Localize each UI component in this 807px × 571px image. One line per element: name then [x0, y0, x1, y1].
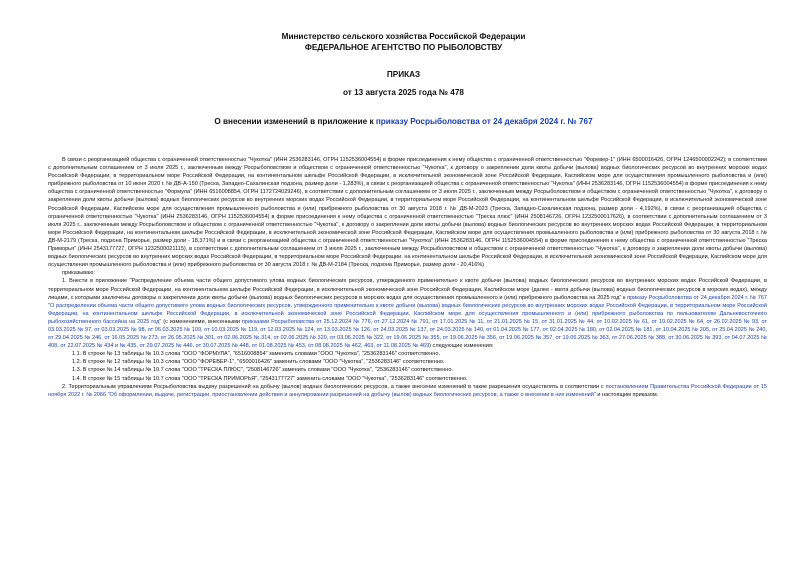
document-body	[48, 156, 767, 399]
document-type: ПРИКАЗ	[386, 70, 421, 79]
document-date: от 13 августа 2025 года № 478	[343, 88, 464, 97]
list-item: 1.4. В строке № 15 таблицы № 10.7 слова "ООО "ТРЕСКА ПРИМОРЬЯ", "2543177727" заменить словами "ООО "Чукотка", "2536283146" соответственно.	[72, 375, 468, 382]
list-item: 1.3. В строке № 14 таблицы № 10.7 слова "ООО "ТРЕСКА ПЛЮС", "2508146726" заменить словами "ООО "Чукотка", "2536283146" соответственно.	[72, 367, 453, 374]
paragraph-1-link[interactable]: приказу Росрыболовства от 24 декабря 2024 г. № 767 "О распределении объема части общего допустимого улова водных биологических ресурсов, утвержденного применительно к квоте добычи (вылова) водных биологических ресурсов во внутренних морских водах Российской Федерации, в территориальном море Российской Федерации, на континентальном шельфе Российской Федерации, в исключительной экономической зоне Российской Федерации, Каспийском море для осуществления промышленного и (или) прибрежного рыболовства по пользователям Дальневосточного рыбохозяйственного бассейна на 2025 год"	[48, 294, 767, 325]
paragraph-2	[48, 383, 767, 399]
paragraph-1-text-c: ) следующие изменения:	[429, 343, 494, 350]
paragraph-1-text-a: 1. Внести в приложение "Распределение объема части общего допустимого улова водных биологических ресурсов, утвержденного применительно к квоте добычи (вылова) водных биологических ресурсов во внутренних морских водах Российской Федерации, в территориальном море Российской Федерации, на континентальном шельфе Российской Федерации, в исключительной экономической зоне Российской Федерации, Каспийском море (далее - квота добычи (вылова) водных биологических ресурсов в морских водах), между лицами, с которыми заключены договоры о закреплении доли квоты добычи (вылова) водных биологических ресурсов в морских водах для осуществления промышленного и (или) прибрежного рыболовства на 2025 год" к	[48, 278, 767, 301]
issuer-block	[0, 32, 807, 53]
paragraph-1-amendments-link[interactable]: приказами Росрыболовства от 25.12.2024 № 776, от 27.12.2024 № 791, от 17.01.2025 № 11, от 21.01.2025 № 15, от 31.01.2025 № 44, от 10.02.2025 № 61, от 10.02.2025 № 64, от 26.02.2025 № 93, от 03.03.2025 № 97, от 03.03.2025 № 98, от 06.03.2025 № 109, от 10.03.2025 № 119, от 12.03.2025 № 124, от 13.03.2025 № 126, от 24.03.2025 № 137, от 24.03.2025 № 140, от 01.04.2025 № 177, от 02.04.2025 № 180, от 02.04.2025 № 181, от 10.04.2025 № 205, от 25.04.2025 № 240, от 29.04.2025 № 246, от 16.05.2025 № 273, от 26.05.2025 № 301, от 02.06.2025 № 314, от 02.06.2025 № 320, от 03.06.2025 № 322, от 19.06.2025 № 355, от 19.06.2025 № 356, от 19.06.2025 № 357, от 19.06.2025 № 363, от 27.06.2025 № 388, от 30.06.2025 № 393, от 04.07.2025 № 408, от 22.07.2025 № 434 и № 435, от 29.07.2025 № 446, от 30.07.2025 № 448, от 01.08.2025 № 453, от 08.08.2025 № 462, 463, от 11.08.2025 № 469	[48, 318, 767, 350]
paragraph-1-text-b: (с изменениями, внесенными	[161, 318, 242, 325]
title-link[interactable]: приказу Росрыболовства от 24 декабря 2024 г. № 767	[375, 117, 593, 126]
paragraph-1	[48, 277, 767, 350]
preamble-paragraph: В связи с реорганизацией общества с ограниченной ответственностью "Чукотка" (ИНН 2536283146, ОГРН 1152536004554) в форме присоединения к нему общества с ограниченной ответственностью "Форевер-1" (ИНН 6500016426, ОГРН 1246500002242); в соответствии с дополнительным соглашением от 3 июля 2025 г., заключенным между Росрыболовством и обществом с ограниченной ответственностью "Чукотка", к договору о закреплении доли квоты добычи (вылова) водных биологических ресурсов во внутренних морских водах Российской Федерации, в территориальном море Российской Федерации, на континентальном шельфе Российской Федерации, в исключительной экономической зоне Российской Федерации, Каспийском море для осуществления промышленного рыболовства и (или) прибрежного рыболовства от 10 июня 2020 г. № ДВ-А-150 (Треска, Западно-Сахалинская подзона, размер доли - 1,283%), в связи с реорганизацией общества с ограниченной ответственностью "Чукотка" (ИНН 2536283146, ОГРН 1152536004554) в форме присоединения к нему общества с ограниченной ответственностью "Формула" (ИНН 6516008854, ОГРН 1172724029246), в соответствии с дополнительным соглашением от 3 июля 2025 г., заключенным между Росрыболовством и обществом с ограниченной ответственностью "Чукотка", к договору о закреплении доли квоты добычи (вылова) водных биологических ресурсов во внутренних морских водах Российской Федерации, в территориальном море Российской Федерации, на континентальном шельфе Российской Федерации, в исключительной экономической зоне Российской Федерации, Каспийском море для осуществления промышленного рыболовства и (или) прибрежного рыболовства от 30 августа 2018 г. № ДВ-М-2023 (Треска, Западно-Сахалинская подзона, размер доли - 4,192%), в связи с реорганизацией общества с ограниченной ответственностью "Чукотка" (ИНН 2536283146, ОГРН 1152536004554) в форме присоединения к нему общества с ограниченной ответственностью "Треска плюс" (ИНН 2508146726, ОГРН 1232500017626), в соответствии с дополнительным соглашением от 3 июля 2025 г., заключенным между Росрыболовством и обществом с ограниченной ответственностью "Чукотка", к договору о закреплении доли квоты добычи (вылова) водных биологических ресурсов во внутренних морских водах Российской Федерации, в территориальном море Российской Федерации, на континентальном шельфе Российской Федерации, в исключительной экономической зоне Российской Федерации, Каспийском море для осуществления промышленного рыболовства и (или) прибрежного рыболовства от 30 августа 2018 г. № ДВ-М-2179 (Треска, подзона Приморье, размер доли - 18,371%) и в связи с реорганизацией общества с ограниченной ответственностью "Чукотка" (ИНН 2536283146, ОГРН 1152536004554) в форме присоединения к нему общества с ограниченной ответственностью "Треска Приморья" (ИНН 2543177727, ОГРН 1232500021115), в соответствии с дополнительным соглашением от 3 июля 2025 г., заключенным между Росрыболовством и обществом с ограниченной ответственностью "Чукотка", к договору о закреплении доли квоты добычи (вылова) водных биологических ресурсов во внутренних морских водах Российской Федерации, в территориальном море Российской Федерации, на континентальном шельфе Российской Федерации, в исключительной экономической зоне Российской Федерации, Каспийском море для осуществления промышленного рыболовства и (или) прибрежного рыболовства от 30 августа 2018 г. № ДВ-М-2184 (Треска, подзона Приморье, размер доли - 20,416%)	[48, 157, 767, 269]
paragraph-2-text-b: и настоящим приказом.	[595, 391, 659, 398]
order-word: приказываю:	[62, 270, 95, 277]
paragraph-2-text-a: 2. Территориальным управлениям Росрыболовства выдачу разрешений на добычу (вылов) водных биологических ресурсов, а также внесение изменений в такие разрешения осуществлять в соответствии с	[62, 383, 606, 390]
paragraph-2-link[interactable]: постановлением Правительства Российской Федерации от 15 ноября 2022 г. № 2066 "Об оформлении, выдаче, регистрации, приостановлении действия и аннулировании разрешений на добычу (вылов) водных биологических ресурсов, а также о внесении в них изменений"	[48, 383, 768, 398]
document-title	[0, 117, 807, 126]
ministry-name: Министерство сельского хозяйства Российской Федерации	[281, 32, 526, 41]
list-item: 1.1. В строке № 13 таблицы № 10.3 слова "ООО "ФОРМУЛА", "6516008854" заменить словами "ООО "Чукотка", "2536283146" соответственно.	[72, 351, 440, 358]
title-prefix: О внесении изменений в приложение к	[214, 117, 376, 126]
agency-name: ФЕДЕРАЛЬНОЕ АГЕНТСТВО ПО РЫБОЛОВСТВУ	[304, 42, 503, 52]
list-item: 1.2. В строке № 12 таблицы № 10.3 слова "ООО "ФОРЕВЕР-1", "6500016426" заменить словами "ООО "Чукотка", "2536283146" соответственно.	[72, 359, 445, 366]
